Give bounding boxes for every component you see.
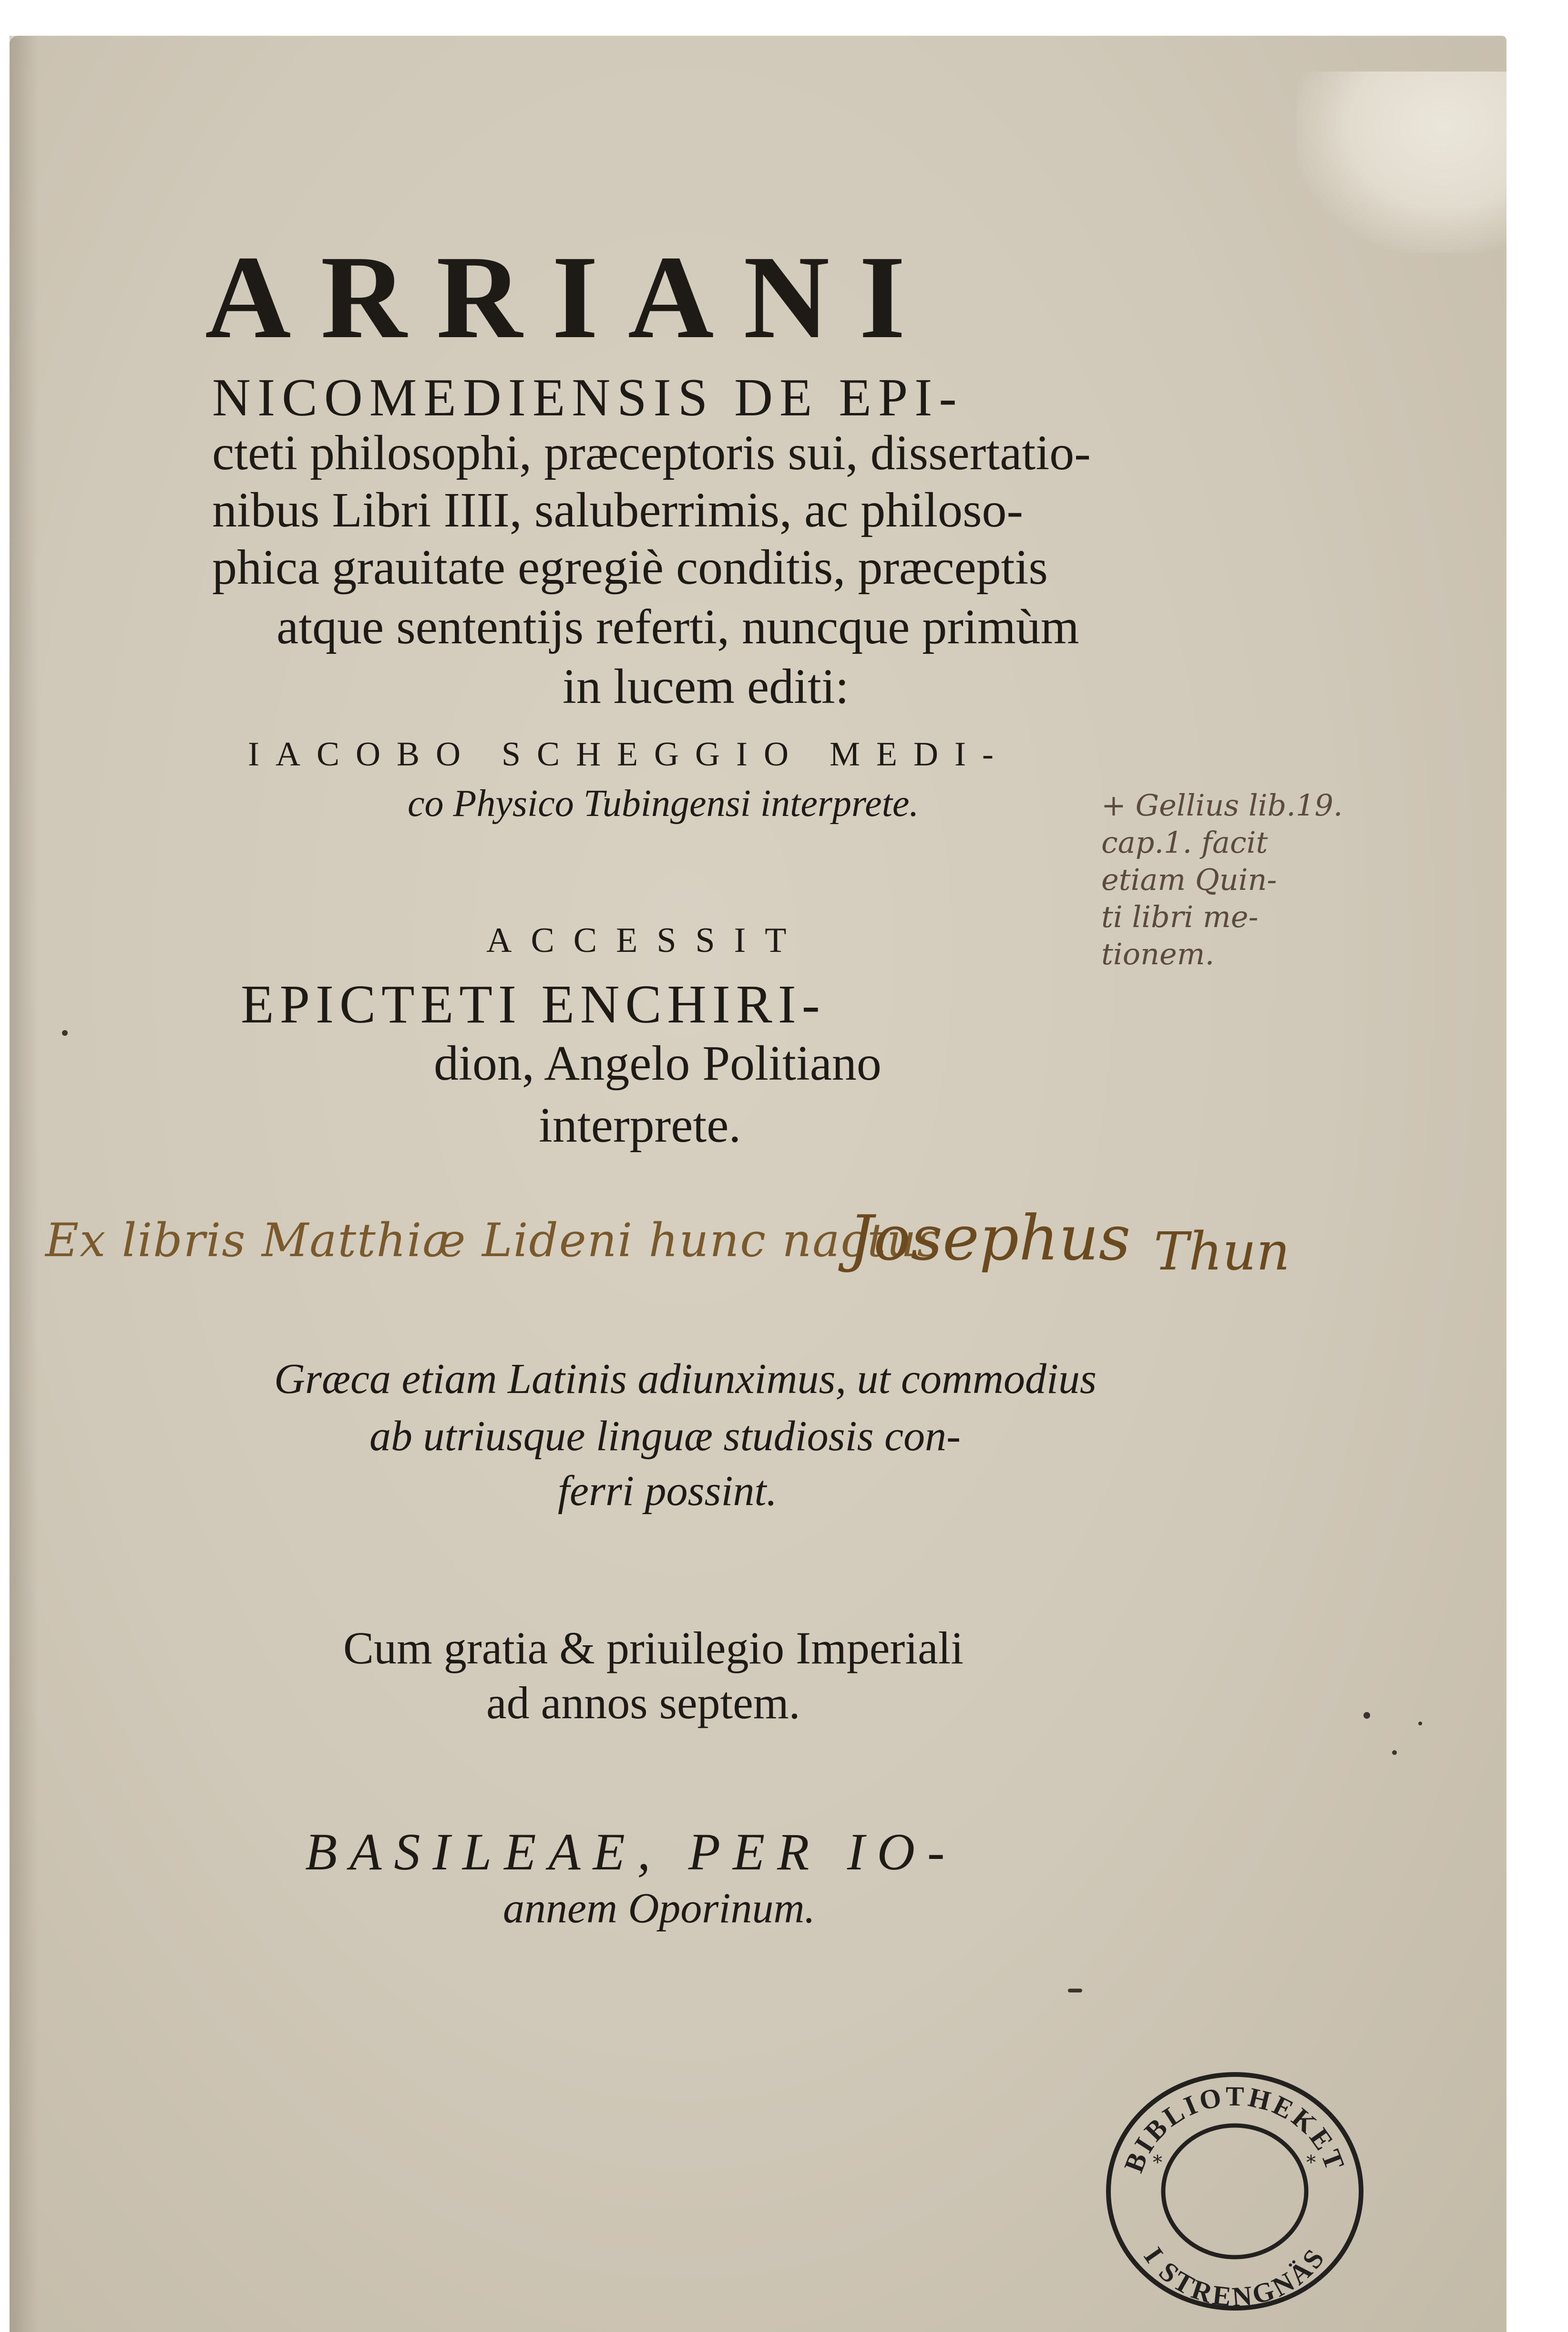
accessit-heading: ACCESSIT [486,921,806,960]
subtitle-line-1: NICOMEDIENSIS DE EPI- [212,368,963,427]
subtitle-line-3: nibus Libri IIII, saluberrimis, ac philoso- [212,483,1024,537]
foxing-spot [1418,1722,1422,1725]
privilege-line-1: Cum gratia & priuilegio Imperiali [343,1622,964,1673]
enchiridion-line-1: EPICTETI ENCHIRI- [241,974,826,1034]
library-stamp [1097,2065,1373,2313]
margin-note-line: tionem. [1101,937,1215,971]
page-gutter-shadow [10,36,38,2332]
ownership-signature-first-name: Josephus [849,1202,1131,1274]
margin-note [1101,787,1343,973]
enchiridion-line-2: dion, Angelo Politiano [434,1036,881,1091]
greek-note-line-1: Græca etiam Latinis adiunximus, ut commodius [274,1355,1097,1403]
margin-note-line: etiam Quin- [1101,862,1277,897]
stamp-inner-ring [1163,2126,1306,2257]
margin-note-line: + Gellius lib.19. [1101,788,1343,823]
enchiridion-line-3: interprete. [539,1098,741,1153]
subtitle-line-2: cteti philosophi, præceptoris sui, dissertatio- [212,425,1091,480]
privilege-line-2: ad annos septem. [486,1677,800,1728]
subtitle-line-4: phica grauitate egregiè conditis, præceptis [212,540,1048,595]
foxing-spot [62,1030,68,1036]
stamp-star-right: * [1306,2152,1316,2174]
imprint-line-2: annem Oporinum. [503,1885,815,1932]
ownership-inscription: Ex libris Matthiæ Lideni hunc nactus [45,1214,942,1267]
paper-wear-patch [1297,72,1507,253]
subtitle-line-6: in lucem editi: [563,659,849,714]
stamp-star-left: * [1153,2152,1162,2174]
translator-line-2: co Physico Tubingensi interprete. [408,783,919,825]
stamp-bottom-text: I STRENGNÄS [1138,2241,1332,2313]
greek-note-line-3: ferri possint. [558,1467,778,1515]
foxing-spot [1363,1712,1370,1719]
ownership-signature-surname: Thun [1154,1221,1290,1282]
subtitle-line-5: atque sententijs referti, nuncque primùm [277,599,1079,654]
foxing-spot [1068,1989,1082,1992]
imprint-line-1: BASILEAE, PER IO- [305,1823,957,1881]
translator-line-1: IACOBO SCHEGGIO MEDI- [248,735,1010,773]
margin-note-line: ti libri me- [1101,899,1259,934]
stamp-top-text: BIBLIOTHEKET [1117,2080,1352,2177]
book-title: ARRIANI [205,231,935,363]
greek-note-line-2: ab utriusque linguæ studiosis con- [369,1413,961,1460]
foxing-spot [1392,1750,1397,1755]
margin-note-line: cap.1. facit [1101,825,1268,860]
